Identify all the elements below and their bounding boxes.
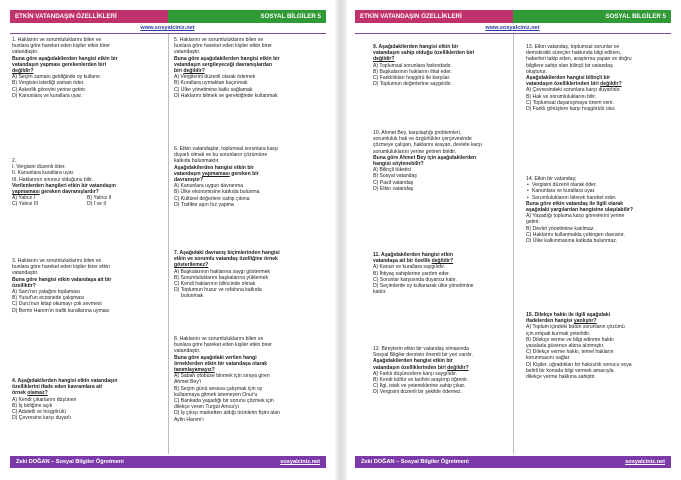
answer-option: D) İş çıkışı marketten aldığı ürünlerin fişini alan — [174, 410, 280, 417]
question-text: vatandaştır. — [12, 49, 39, 56]
question-4 — [12, 378, 117, 421]
question-prompt: gereken davranışlardır? — [39, 189, 99, 196]
question-prompt: vatandaşın özelliklerinden biri — [373, 364, 446, 371]
question-emphasis: tanımlayamayız? — [174, 367, 215, 374]
question-text: 12. Bireylerin etkin bir vatandaş olmasında — [373, 346, 469, 352]
answer-option: için empati kurmak yeterlidir. — [526, 330, 591, 337]
answer-option: B) Başkalarının haklarını ihlal eder. — [373, 68, 452, 75]
question-3 — [12, 258, 111, 314]
question-7 — [174, 250, 280, 300]
question-emphasis: değildir? — [373, 56, 395, 63]
answer-option: kullanmaya gitmek istemeyen Onur'u — [174, 391, 258, 398]
footer-band — [10, 456, 326, 468]
question-emphasis: değildir? — [12, 68, 34, 75]
question-1 — [12, 37, 118, 99]
question-prompt: hangisi söylenebilir? — [373, 161, 424, 168]
answer-option: B) Kurallara uymaktan kaçınmak — [174, 80, 248, 87]
question-prompt: Buna göre aşağıdaki verilen hangi — [174, 354, 257, 361]
question-text: çözmeye çalışan, haklarını arayan, devlete karşı — [373, 142, 483, 149]
question-prompt: vatandaşın sahip olduğu özelliklerden biri — [373, 50, 475, 57]
answer-option: B) Sorumluluklarını başkalarına yüklemek — [174, 274, 268, 281]
question-prompt: 15. Dilekçe hakkı ile ilgili aşağıdaki — [526, 312, 611, 318]
answer-option: A) Bilinçli tüketici — [373, 167, 412, 174]
question-emphasis: değildir? — [183, 68, 205, 75]
answer-option: D) Toplumun değerlerine saygılıdır. — [373, 81, 452, 88]
header-band — [10, 10, 326, 23]
answer-option: yasalarla güvence altına alınmıştır. — [526, 343, 605, 350]
question-prompt: vatandaşın sergileyeceği davranışlardan — [174, 61, 272, 68]
header-band — [355, 10, 671, 23]
bullet-item: • Kanunlara ve kurallara uyar. — [526, 188, 633, 194]
answer-option: B) İhtiyaç sahiplerine yardım eder. — [373, 270, 451, 277]
question-emphasis: değildir? — [447, 364, 469, 371]
question-text: 8. Haklarını ve sorumluluklarını bilen ve — [174, 336, 264, 342]
question-prompt: Aşağıdakilerden hangisi etkin bir — [373, 358, 453, 365]
answer-option: C) Haklarını kullanmakta çekingen davranır. — [526, 231, 625, 238]
answer-option: D) I ve II — [87, 201, 107, 208]
answer-option: A) Toplumsal sorunlara farkındadır. — [373, 62, 452, 69]
question-14 — [526, 176, 633, 244]
question-text: Sosyal Bilgiler dersinin önemli bir yeri vardır. — [373, 352, 473, 359]
question-text: bilgilere sahip olan bilinçli bir vatandaş — [526, 62, 613, 69]
question-text: 1. Haklarını ve sorumluluklarını bilen ve — [12, 37, 102, 43]
question-text: vatandaştır. — [12, 270, 39, 277]
question-prompt: Aşağıdakilerden hangisi bilinçli bir — [526, 75, 611, 82]
question-emphasis: olamaz? — [27, 390, 48, 397]
question-prompt: Buna göre etkin vatandaş ile ilgili olarak — [526, 200, 624, 207]
answer-option: D) Etkin vatandaş — [373, 185, 414, 192]
footer-url-link[interactable]: sosyalciniz.net — [625, 459, 665, 465]
answer-option: A) Başkalarının haklarına saygı göstermek — [174, 268, 270, 275]
question-prompt: örnek — [12, 390, 26, 397]
question-prompt: gereken bir — [229, 170, 259, 177]
footer-author: Zeki DOĞAN – Sosyal Bilgiler Öğretmeni — [361, 459, 469, 465]
answer-option: D) Haklarını bilmek ve gerektiğinde kullanmak — [174, 92, 278, 99]
question-text: bunlara göre hareket eden kişiler birer etkin — [12, 264, 110, 271]
question-text: 6. Etkin vatandaşlar, toplumsal sorunlara karşı — [174, 146, 279, 152]
answer-option: belirli bir konuda bilgi vermek amacıyla — [526, 367, 614, 374]
header-url-link[interactable]: www.sosyalciniz.net — [140, 25, 195, 31]
answer-option: A) Çevresindeki sorunlara karşı duyarlıdır. — [526, 87, 621, 94]
question-prompt: davranıştır? — [174, 177, 204, 184]
answer-option: A) Seçim zamanı geldiğinde oy kullanır. — [12, 74, 102, 81]
answer-option: C) Ülke yönetimine katkı sağlamak — [174, 86, 253, 93]
answer-option: C) Duru'nun kitap okumayı çok sevmesi — [12, 301, 102, 308]
question-13 — [526, 44, 632, 112]
answer-option: B) Sosyal vatandaş — [373, 173, 417, 180]
column-divider — [513, 34, 514, 454]
question-prompt: vatandaşın yapması gerekenlerden biri — [12, 61, 106, 68]
question-prompt: Buna göre aşağıdakilerden hangisi etkin bir — [12, 55, 118, 62]
question-prompt: özelliktir? — [12, 282, 36, 289]
question-prompt: aşağıdaki yargılardan hangisine ulaşılabilir? — [526, 207, 634, 214]
question-text: III. Haklarının sınırsız olduğunu bilir. — [12, 176, 93, 183]
question-emphasis: değildir? — [600, 81, 622, 88]
question-12 — [373, 346, 473, 396]
answer-option: C) Kültürel değerlere sahip çıkma — [174, 195, 250, 202]
question-text: oluşturur. — [526, 68, 547, 75]
answer-option: C) Sorunlar karşısında duyarsız kalır. — [373, 276, 457, 283]
question-2 — [12, 158, 162, 208]
question-text: sorumluluk hak ve özgürlükler çerçevesinde — [373, 136, 472, 143]
answer-option: D) Trafikte aşırı hız yapma — [174, 201, 234, 208]
answer-option: B) Ülke ekonomisine katkıda bulunma — [174, 189, 260, 196]
answer-option: C) Dilekçe verme hakkı, temel hakların — [526, 349, 614, 356]
header-title: ETKİN VATANDAŞIN ÖZELLİKLERİ — [10, 10, 168, 23]
header-green-band — [513, 10, 599, 23]
answer-option: C) Toplumsal dayanışmaya önem verir. — [526, 99, 614, 106]
question-prompt: Buna göre aşağıdakilerden hangisi etkin bir — [174, 55, 280, 62]
question-text: 13. Etkin vatandaş, toplumsal sorunlar ve — [526, 44, 620, 50]
footer-url-link[interactable]: sosyalciniz.net — [280, 459, 320, 465]
question-prompt: 9. Aşağıdakilerden hangisi etkin bir — [373, 44, 459, 50]
answer-option: A) Vergilerini düzenli olarak ödemek — [174, 74, 256, 81]
question-text: bunlara göre hareket eden kişiler etkin birer — [174, 43, 272, 50]
footer-band — [355, 456, 671, 468]
question-text: II. Kanunlara kurallara uyar. — [12, 170, 75, 177]
answer-option: D) Toplumun huzur ve refahına katkıda — [174, 287, 262, 294]
answer-option: D) Kişiler, uğradıkları bir haksızlık sonucu veya — [526, 361, 632, 368]
answer-option: D) Vergisini düzenli bir şekilde ödemez. — [373, 389, 462, 396]
answer-option: A) Sanı'nın yatağını toplaması — [12, 289, 81, 296]
question-10 — [373, 130, 482, 192]
question-text: bunlara göre hareket eden kişiler etkin birer — [12, 43, 110, 50]
answer-option: getirir. — [526, 219, 540, 226]
answer-option: korunmasını sağlar. — [526, 355, 571, 362]
answer-option: C) Adaletli ve hoşgörülü — [12, 409, 66, 416]
question-6 — [174, 146, 278, 208]
question-prompt: ifadelerden hangisi — [526, 318, 573, 325]
question-prompt: vatandaşın özelliklerinden biri — [526, 81, 599, 88]
question-text: 10. Ahmet Bey, karşılaştığı problemleri, — [373, 130, 462, 136]
question-9 — [373, 44, 474, 87]
question-prompt: Buna göre Ahmet Bey için aşağıdakilerden — [373, 154, 477, 161]
answer-option: C) İlgi, istek ve yeteneklerine sahip çıkar. — [373, 383, 466, 390]
header-url-link[interactable]: www.sosyalciniz.net — [485, 25, 540, 31]
question-prompt: 7. Aşağıdaki davranış biçimlerinden hangisi — [174, 250, 280, 256]
left-page — [4, 0, 331, 480]
question-text: demokratik süreçler hakkında bilgi edinen, — [526, 50, 622, 57]
question-emphasis: gösterilemez? — [174, 262, 209, 269]
question-emphasis: yanlıştır? — [573, 318, 597, 325]
question-text: vatandaştır. — [174, 49, 201, 56]
answer-option: katılır. — [373, 289, 387, 296]
question-text: duyarlı olmak ve bu sorunların çözümüne — [174, 152, 268, 159]
question-text: I. Vergisini düzenli öder. — [12, 164, 66, 171]
question-prompt: vatandaşa ait bir özellik — [373, 258, 431, 265]
question-prompt: özelliklerini ifade eden kavramlara ait — [12, 384, 103, 391]
answer-option: D) Farklı görüşlere karşı hoşgörülü olur. — [526, 106, 616, 113]
answer-option: B) Dilekçe verme ve bilgi edinme hakkı — [526, 336, 614, 343]
right-page — [349, 0, 676, 480]
answer-option: B) Vergisini istediği zaman öder. — [12, 80, 85, 87]
question-prompt: vatandaşın — [174, 170, 201, 177]
question-text: 14. Etkin bir vatandaş; — [526, 176, 577, 182]
question-emphasis: yapmaması — [202, 170, 230, 177]
answer-option: C) Kendi haklarının bilincinde olmak — [174, 281, 256, 288]
question-emphasis: yapmaması — [12, 189, 40, 196]
question-text: haberleri takip eden, araştırma yapan ve doğru — [526, 56, 632, 63]
question-prompt: etkin ve sorumlu vatandaş özelliğine örnek — [174, 256, 278, 263]
answer-option: D) Seçimlerde oy kullanarak ülke yönetimine — [373, 283, 474, 290]
question-prompt: Verilenlerden hangileri etkin bir vatandaşın — [12, 182, 116, 189]
answer-option: D) Kanunlara ve kurallara uyar. — [12, 92, 83, 99]
answer-option: B) Yalnız II — [87, 195, 112, 202]
question-text: 2. — [12, 158, 17, 164]
answer-option: dilekçe verme hakkına sahiptir. — [526, 374, 596, 381]
column-divider — [168, 34, 169, 454]
question-text: 3. Haklarını ve sorumluluklarını bilen ve — [12, 258, 102, 264]
answer-option: A) Sabah otobüse binmek için sıraya giren — [174, 373, 270, 380]
footer-author: Zeki DOĞAN – Sosyal Bilgiler Öğretmeni — [16, 459, 124, 465]
question-prompt: Buna göre hangisi etkin vatandaşa ait bir — [12, 276, 112, 283]
answer-option: A) Toplum içindeki bütün sorunların çözümü — [526, 324, 625, 331]
question-text: katkıda bulunmaktır. — [174, 158, 220, 165]
question-5 — [174, 37, 280, 99]
answer-option: A) Kanun ve kurallara saygılıdır. — [373, 264, 446, 271]
answer-option: D) Berrin Hanım'ın trafik kurallarına uyması — [12, 307, 110, 314]
bullet-item: • Sorumluluklarını bilerek hareket eder. — [526, 195, 633, 201]
answer-option: B) Devlet yönetimine katılmaz. — [526, 225, 595, 232]
question-15 — [526, 312, 632, 380]
answer-option: B) Kendi kültür ve tarihini araştırıp öğrenir. — [373, 377, 469, 384]
answer-option: A) Kendi çıkarlarını düşünen — [12, 396, 77, 403]
header-green-band — [168, 10, 254, 23]
answer-option: D) Çevresine karşı duyarlı — [12, 415, 71, 422]
answer-option: A) Yaşadığı topluma karşı görevlerini yerine — [526, 213, 625, 220]
question-8 — [174, 336, 280, 423]
question-prompt: örneklerden etkin bir vatandaşa olarak — [174, 360, 268, 367]
answer-option: A) Kanunlara uygun davranma — [174, 183, 244, 190]
header-subject: SOSYAL BİLGİLER 5 — [599, 10, 671, 23]
answer-option: B) Seçim günü sesava çalışmak için oy — [174, 385, 263, 392]
answer-option: Ahmet Bey'i — [174, 379, 202, 386]
question-prompt: 11. Aşağıdakilerden hangisi etkin — [373, 252, 453, 258]
question-prompt: Aşağıdakilerden hangisi etkin bir — [174, 164, 254, 171]
answer-option: C) Farklılıkları hoşgörü ile karşılar. — [373, 75, 451, 82]
answer-option: B) Hak ve sorumluluklarını bilir. — [526, 93, 597, 100]
question-text: 5. Haklarını ve sorumluluklarını bilen ve — [174, 37, 264, 43]
answer-option: bulunmak — [181, 293, 204, 300]
question-prompt: biri — [174, 68, 182, 75]
question-text: sorumluluklarını yerine getiren biridir. — [373, 148, 457, 155]
page-spine — [335, 0, 347, 480]
answer-option: Aylin Hanım'ı — [174, 416, 204, 423]
answer-option: B) Yusuf'un eczanede çalışması — [12, 295, 85, 302]
answer-option: C) Pasif vatandaş — [373, 179, 414, 186]
bullet-item: • Vergisini düzenli olarak öder. — [526, 182, 633, 188]
answer-option: C) Bankada yaşadığı bir sorunu çözmek için — [174, 398, 274, 405]
answer-option: dilekçe veren Turgut Amca'yı — [174, 404, 239, 411]
header-subject: SOSYAL BİLGİLER 5 — [254, 10, 326, 23]
answer-option: A) Yalnız I — [12, 195, 36, 202]
answer-option: D) Ülke kalkınmasına katkıda bulunmaz. — [526, 238, 618, 245]
answer-option: A) Farklı düşüncelere karşı saygılıdır. — [373, 370, 458, 377]
question-text: bunlara göre hareket eden kişiler etkin birer — [174, 342, 272, 349]
answer-option: C) Askerlik görevini yerine getirir. — [12, 86, 87, 93]
answer-option: B) İş birliğine açık — [12, 402, 53, 409]
question-emphasis: değildir? — [431, 258, 454, 265]
question-11 — [373, 252, 474, 295]
question-prompt: 4. Aşağıdakilerden hangisi etkin vatandaşın — [12, 378, 118, 384]
question-text: vatandaştır. — [174, 348, 201, 355]
answer-option: C) Yalnız III — [12, 201, 39, 208]
header-title: ETKİN VATANDAŞIN ÖZELLİKLERİ — [355, 10, 513, 23]
